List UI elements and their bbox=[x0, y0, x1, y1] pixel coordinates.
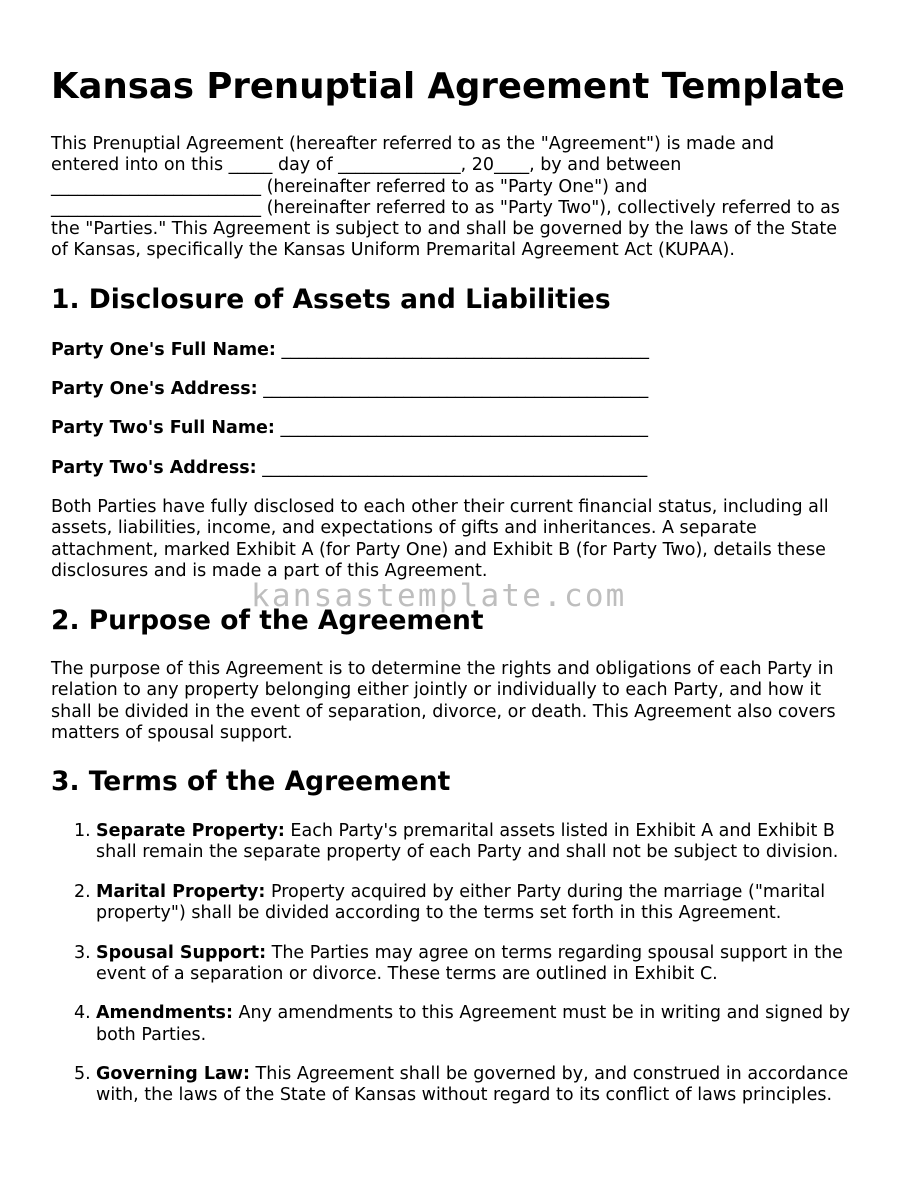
term-title: Spousal Support: bbox=[96, 942, 267, 963]
term-title: Amendments: bbox=[96, 1003, 233, 1024]
term-text: Each Party's premarital assets listed in Exhibit A and Exhibit B bbox=[284, 821, 835, 841]
field-blank[interactable]: __________________________________________ bbox=[281, 340, 649, 360]
watermark: kansastemplate.com bbox=[251, 578, 627, 614]
term-text: This Agreement shall be governed by, and construed in accordance bbox=[249, 1064, 849, 1085]
paragraph-line: matters of spousal support. bbox=[51, 722, 293, 743]
party-two-address-field[interactable] bbox=[51, 458, 647, 479]
list-item bbox=[51, 1064, 873, 1107]
term-text: Any amendments to this Agreement must be in writing and signed by bbox=[232, 1003, 851, 1024]
paragraph-line: Both Parties have fully disclosed to each other their current financial status, including all bbox=[51, 497, 829, 517]
section-3-heading: 3. Terms of the Agreement bbox=[51, 766, 451, 797]
list-item bbox=[51, 821, 873, 864]
list-number: 1. bbox=[74, 821, 91, 841]
term-text: property") shall be divided according to the terms set forth in this Agreement. bbox=[96, 903, 782, 924]
paragraph-line: disclosures and is made a part of this Agreement. bbox=[51, 560, 488, 581]
field-label: Party One's Full Name: bbox=[51, 340, 276, 360]
intro-line: the "Parties." This Agreement is subject to and shall be governed by the laws of the State bbox=[51, 219, 837, 240]
terms-list bbox=[51, 821, 873, 1125]
list-number: 2. bbox=[74, 881, 91, 902]
paragraph-line: The purpose of this Agreement is to determine the rights and obligations of each Party in bbox=[51, 659, 834, 679]
paragraph-line: shall be divided in the event of separation, divorce, or death. This Agreement also covers bbox=[51, 701, 836, 722]
term-text: The Parties may agree on terms regarding spousal support in the bbox=[266, 942, 843, 963]
party-two-name-field[interactable] bbox=[51, 418, 648, 439]
intro-line: ________________________ (hereinafter referred to as "Party One") and bbox=[51, 176, 648, 197]
party-one-address-field[interactable] bbox=[51, 379, 648, 400]
section-2-heading: 2. Purpose of the Agreement bbox=[51, 605, 484, 636]
paragraph-line: assets, liabilities, income, and expectations of gifts and inheritances. A separate bbox=[51, 518, 757, 539]
paragraph-line: relation to any property belonging either jointly or individually to each Party, and how it bbox=[51, 680, 822, 701]
list-number: 3. bbox=[74, 942, 91, 963]
field-blank[interactable]: ____________________________________________ bbox=[263, 379, 649, 399]
list-item bbox=[51, 1003, 873, 1046]
term-text: with, the laws of the State of Kansas without regard to its conflict of laws principles. bbox=[96, 1085, 833, 1106]
term-title: Separate Property: bbox=[96, 821, 285, 841]
purpose-paragraph bbox=[51, 659, 873, 744]
term-text: Property acquired by either Party during the marriage ("marital bbox=[265, 881, 826, 902]
term-text: event of a separation or divorce. These terms are outlined in Exhibit C. bbox=[96, 963, 718, 984]
field-blank[interactable]: ____________________________________________ bbox=[262, 458, 648, 478]
term-text: both Parties. bbox=[96, 1024, 207, 1045]
list-item bbox=[51, 882, 873, 925]
party-one-name-field[interactable] bbox=[51, 340, 649, 361]
term-title: Governing Law: bbox=[96, 1064, 250, 1085]
intro-line: of Kansas, specifically the Kansas Uniform Premarital Agreement Act (KUPAA). bbox=[51, 240, 735, 261]
disclosure-paragraph bbox=[51, 497, 873, 582]
term-text: shall remain the separate property of each Party and shall not be subject to division. bbox=[96, 842, 839, 863]
intro-paragraph bbox=[51, 134, 873, 262]
section-1-heading: 1. Disclosure of Assets and Liabilities bbox=[51, 284, 611, 315]
field-label: Party One's Address: bbox=[51, 379, 258, 399]
list-number: 4. bbox=[74, 1003, 91, 1024]
field-label: Party Two's Full Name: bbox=[51, 418, 275, 438]
field-label: Party Two's Address: bbox=[51, 458, 257, 478]
intro-line: This Prenuptial Agreement (hereafter referred to as the "Agreement") is made and bbox=[51, 134, 775, 154]
list-item bbox=[51, 943, 873, 986]
list-number: 5. bbox=[74, 1064, 91, 1085]
paragraph-line: attachment, marked Exhibit A (for Party One) and Exhibit B (for Party Two), details these bbox=[51, 539, 826, 560]
document-title: Kansas Prenuptial Agreement Template bbox=[51, 66, 845, 107]
term-title: Marital Property: bbox=[96, 881, 266, 902]
intro-line: entered into on this _____ day of ______________, 20____, by and between bbox=[51, 155, 682, 176]
intro-line: ________________________ (hereinafter referred to as "Party Two"), collectively referred to as bbox=[51, 197, 840, 218]
field-blank[interactable]: __________________________________________ bbox=[280, 418, 648, 438]
